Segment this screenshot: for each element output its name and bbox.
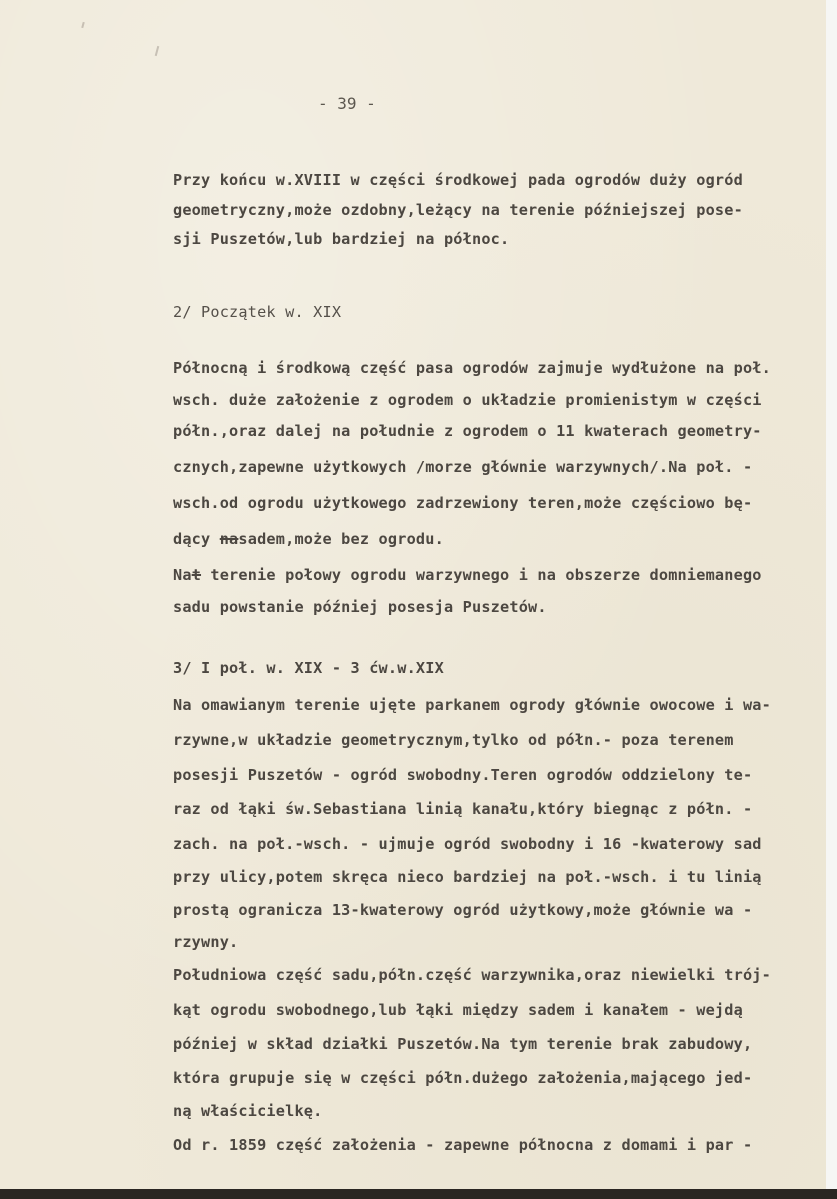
section-2-line-6 [173,529,444,549]
paragraph-1-line-3: sji Puszetów,lub bardziej na północ. [173,230,510,248]
section-3-line-12: która grupuje się w części półn.dużego założenia,mającego jed- [173,1069,753,1087]
section-3-line-2: rzywne,w układzie geometrycznym,tylko od półn.- poza terenem [173,731,734,749]
scan-bottom-edge [0,1189,837,1199]
section-3-heading: 3/ I poł. w. XIX - 3 ćw.w.XIX [173,659,444,677]
paper-speck [81,22,84,28]
line-7-after: terenie połowy ogrodu warzywnego i na obszerze domniemanego [201,566,762,584]
section-2-line-7 [173,565,762,585]
section-3-line-7: prostą ogranicza 13-kwaterowy ogród użytkowy,może głównie wa - [173,901,753,919]
section-3-line-11: później w skład działki Puszetów.Na tym terenie brak zabudowy, [173,1035,753,1053]
line-6-before: dący [173,530,220,548]
line-6-after: sadem,może bez ogrodu. [238,530,444,548]
paragraph-1-line-1: Przy końcu w.XVIII w części środkowej pada ogrodów duży ogród [173,171,743,189]
struck-text: t [191,566,202,584]
section-3-line-4: raz od łąki św.Sebastiana linią kanału,który biegnąc z półn. - [173,800,753,818]
paper-speck [155,46,160,56]
section-2-line-1: Północną i środkową część pasa ogrodów zajmuje wydłużone na poł. [173,359,771,377]
section-2-line-4: cznych,zapewne użytkowych /morze głównie warzywnych/.Na poł. - [173,458,753,476]
section-3-line-13: ną właścicielkę. [173,1102,323,1120]
section-2-heading: 2/ Początek w. XIX [173,303,342,321]
section-2-line-3: półn.,oraz dalej na południe z ogrodem o 11 kwaterach geometry- [173,422,762,440]
section-2-line-2: wsch. duże założenie z ogrodem o układzie promienistym w części [173,391,762,409]
scan-right-margin [826,0,837,1189]
line-7-before: Na [173,566,192,584]
section-3-line-1: Na omawianym terenie ujęte parkanem ogrody głównie owocowe i wa- [173,696,771,714]
paragraph-1-line-2: geometryczny,może ozdobny,leżący na terenie późniejszej pose- [173,201,743,219]
section-3-line-14: Od r. 1859 część założenia - zapewne północna z domami i par - [173,1136,753,1154]
section-3-line-9: Południowa część sadu,półn.część warzywnika,oraz niewielki trój- [173,966,771,984]
page-number: - 39 - [318,94,376,113]
section-3-line-3: posesji Puszetów - ogród swobodny.Teren ogrodów oddzielony te- [173,766,753,784]
section-3-line-6: przy ulicy,potem skręca nieco bardziej na poł.-wsch. i tu linią [173,868,762,886]
section-3-line-8: rzywny. [173,933,239,951]
struck-text: na [219,530,239,548]
section-3-line-10: kąt ogrodu swobodnego,lub łąki między sadem i kanałem - wejdą [173,1001,743,1019]
section-2-line-8: sadu powstanie później posesja Puszetów. [173,598,547,616]
section-3-line-5: zach. na poł.-wsch. - ujmuje ogród swobodny i 16 -kwaterowy sad [173,835,762,853]
section-2-line-5: wsch.od ogrodu użytkowego zadrzewiony teren,może częściowo bę- [173,494,753,512]
